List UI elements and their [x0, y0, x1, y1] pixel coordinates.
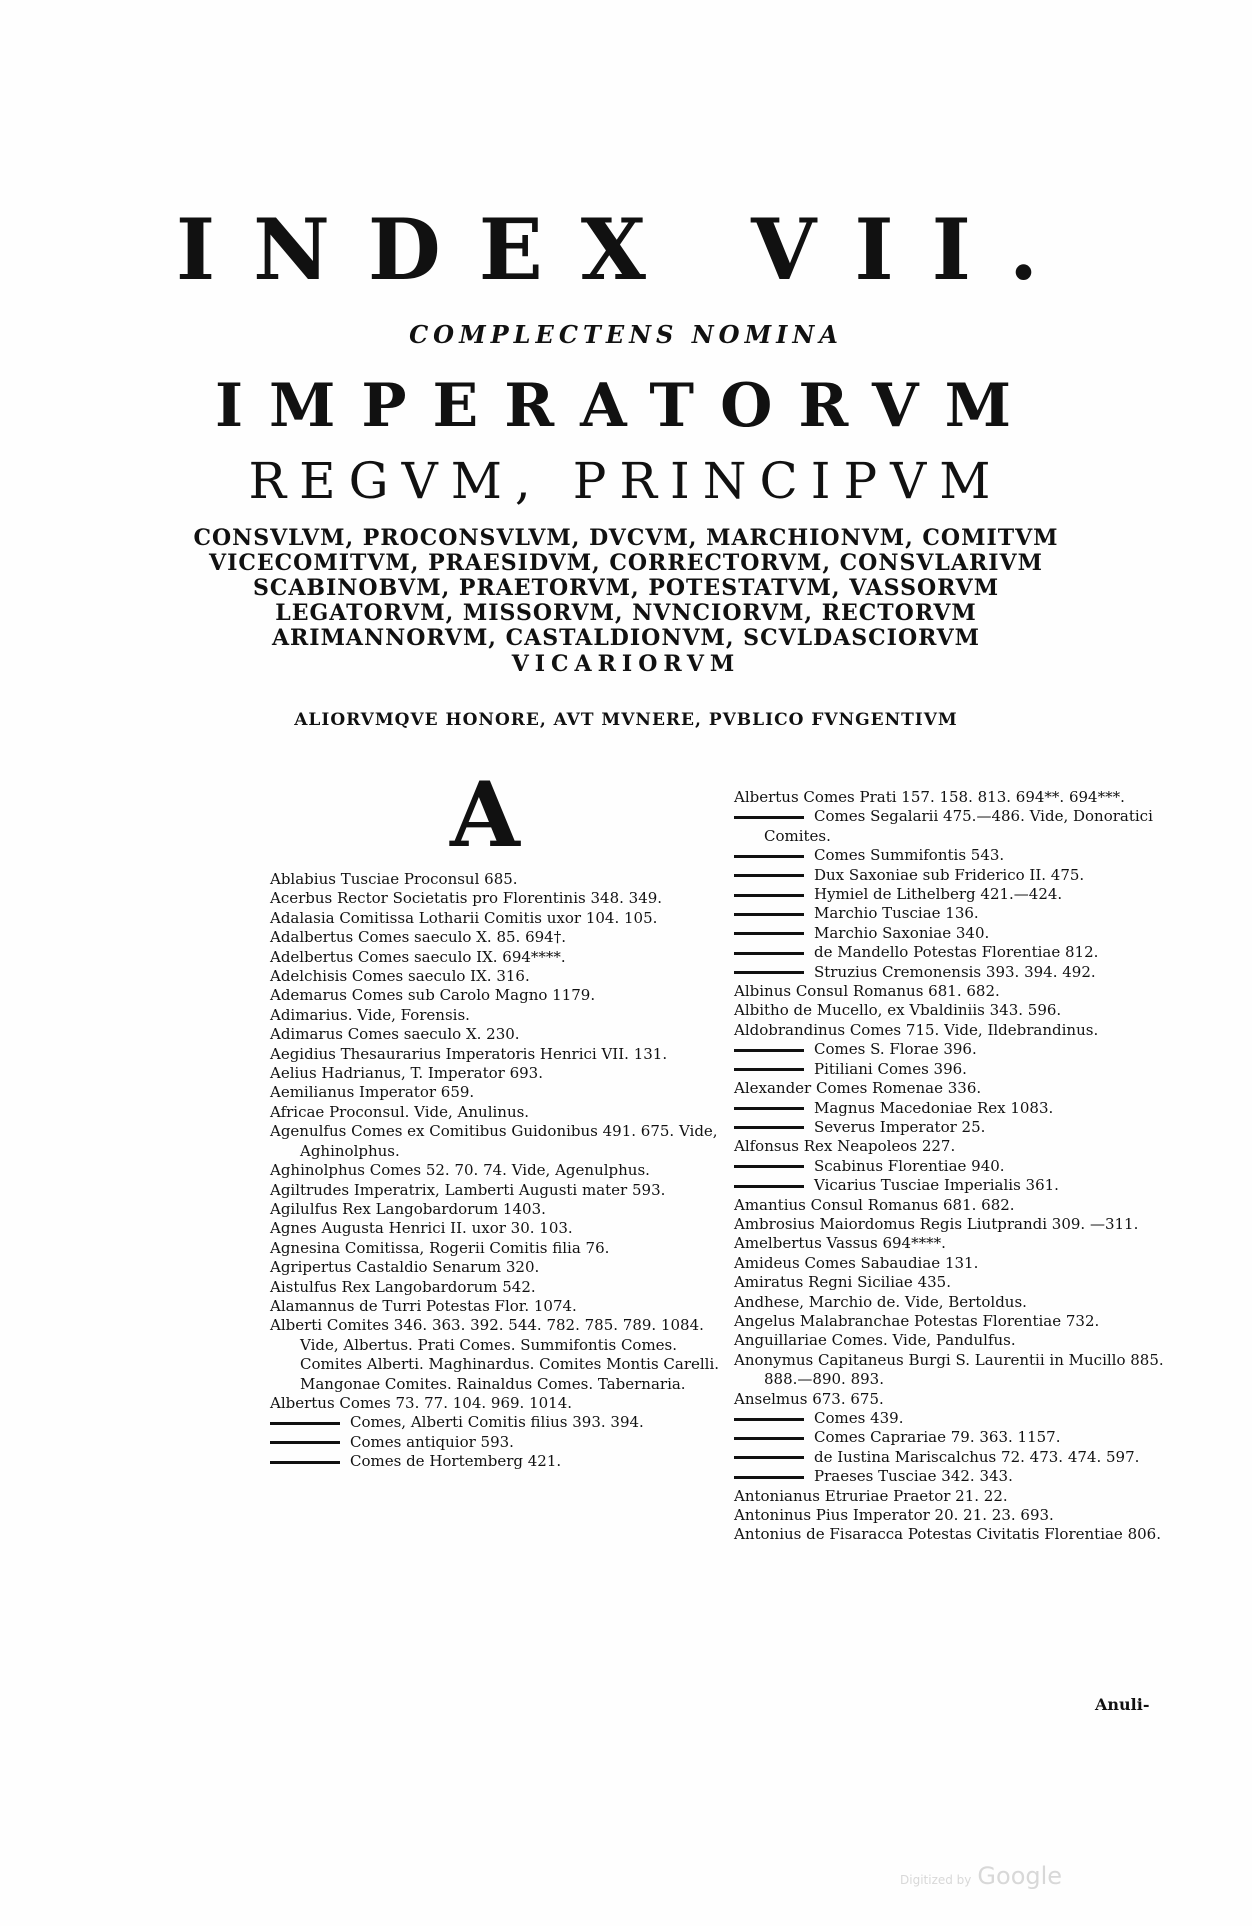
- ditto-rule: [270, 1422, 340, 1425]
- index-entry-text: Albertus Comes 73. 77. 104. 969. 1014.: [270, 1393, 573, 1412]
- index-entry-text: Comes antiquior 593.: [350, 1432, 514, 1451]
- index-title: INDEX VII.: [175, 200, 1077, 299]
- index-entry: [734, 788, 1174, 807]
- index-entry-text: Ambrosius Maiordomus Regis Liutprandi 309. —311.: [734, 1214, 1139, 1233]
- index-entry: [734, 1428, 1174, 1447]
- index-entry-text: Albitho de Mucello, ex Vbaldiniis 343. 596.: [734, 1001, 1062, 1020]
- index-entry: [270, 1413, 725, 1432]
- index-entry-text: Magnus Macedoniae Rex 1083.: [814, 1098, 1054, 1117]
- index-entry: [270, 1025, 725, 1044]
- index-entry: [734, 943, 1174, 962]
- google-watermark: [900, 1862, 1062, 1890]
- index-entry-text: Agnes Augusta Henrici II. uxor 30. 103.: [270, 1219, 573, 1238]
- index-entry: [734, 963, 1174, 982]
- index-entry-text: Albertus Comes Prati 157. 158. 813. 694**. 694***.: [734, 788, 1125, 806]
- index-entry: [734, 1099, 1174, 1118]
- index-entry: [734, 1467, 1174, 1486]
- index-entry: [734, 807, 1174, 846]
- index-entry-text: Acerbus Rector Societatis pro Florentinis 348. 349.: [270, 889, 663, 908]
- index-entry: [734, 1351, 1174, 1390]
- index-entry: [734, 924, 1174, 943]
- index-entry: [734, 1234, 1174, 1253]
- index-entry: [734, 1409, 1174, 1428]
- index-entry: [734, 1254, 1174, 1273]
- index-entry: [734, 1506, 1174, 1525]
- heading-line: VICARIORVM: [511, 651, 741, 677]
- ditto-rule: [734, 1456, 804, 1459]
- index-column-left: [270, 870, 725, 1472]
- index-entry-text: Marchio Saxoniae 340.: [814, 923, 990, 942]
- index-entry: [270, 1278, 725, 1297]
- ditto-rule: [734, 1107, 804, 1110]
- index-entry-text: Severus Imperator 25.: [814, 1117, 986, 1136]
- index-entry: [270, 1297, 725, 1316]
- heading-regum-principum: REGVM, PRINCIPVM: [248, 452, 1004, 510]
- ditto-rule: [734, 855, 804, 858]
- index-entry-text: Agenulfus Comes ex Comitibus Guidonibus 491. 675. Vide, Aghinolphus.: [270, 1122, 718, 1160]
- index-entry: [734, 1157, 1174, 1176]
- index-entry: [734, 1331, 1174, 1350]
- ditto-rule: [734, 1049, 804, 1052]
- ditto-rule: [270, 1461, 340, 1464]
- watermark-brand: Google: [977, 1862, 1063, 1890]
- index-entry-text: Aemilianus Imperator 659.: [270, 1083, 475, 1102]
- index-entry-text: Scabinus Florentiae 940.: [814, 1156, 1005, 1175]
- index-entry-text: Africae Proconsul. Vide, Anulinus.: [270, 1102, 530, 1121]
- index-entry: [734, 1390, 1174, 1409]
- ditto-rule: [734, 874, 804, 877]
- index-entry: [734, 1312, 1174, 1331]
- index-entry: [270, 1181, 725, 1200]
- index-entry-text: Adimarus Comes saeculo X. 230.: [270, 1025, 520, 1044]
- index-entry: [270, 1219, 725, 1238]
- index-entry-text: Antonianus Etruriae Praetor 21. 22.: [734, 1486, 1008, 1505]
- heading-line: SCABINOBVM, PRAETORVM, POTESTATVM, VASSORVM: [252, 575, 1000, 601]
- ditto-rule: [734, 952, 804, 955]
- index-entry-text: Amiratus Regni Siciliae 435.: [734, 1273, 951, 1292]
- index-entry-text: Adalbertus Comes saeculo X. 85. 694†.: [270, 928, 566, 947]
- catchword: Anuli-: [1095, 1695, 1150, 1714]
- heading-line: LEGATORVM, MISSORVM, NVNCIORVM, RECTORVM: [275, 600, 977, 626]
- heading-line: VICECOMITVM, PRAESIDVM, CORRECTORVM, CONSVLARIVM: [209, 550, 1043, 576]
- index-entry-text: Adalasia Comitissa Lotharii Comitis uxor 104. 105.: [270, 908, 658, 927]
- ditto-rule: [734, 932, 804, 935]
- index-entry-text: Comes, Alberti Comitis filius 393. 394.: [350, 1413, 644, 1432]
- index-entry-text: Pitiliani Comes 396.: [814, 1059, 967, 1078]
- ditto-rule: [270, 1441, 340, 1444]
- index-entry: [734, 1215, 1174, 1234]
- section-letter: A: [450, 762, 520, 868]
- index-entry: [270, 1103, 725, 1122]
- index-entry: [270, 1083, 725, 1102]
- index-entry: [270, 1006, 725, 1025]
- index-entry-text: Comes 439.: [814, 1409, 904, 1427]
- index-entry: [734, 1079, 1174, 1098]
- index-entry: [734, 1273, 1174, 1292]
- index-entry: [734, 982, 1174, 1001]
- index-entry-text: Agripertus Castaldio Senarum 320.: [270, 1258, 540, 1277]
- index-entry-text: Comes S. Florae 396.: [814, 1040, 977, 1059]
- index-entry: [270, 1433, 725, 1452]
- index-entry: [734, 1001, 1174, 1020]
- index-entry: [270, 870, 725, 889]
- index-entry: [734, 1021, 1174, 1040]
- index-entry: [270, 1064, 725, 1083]
- index-entry: [270, 1394, 725, 1413]
- index-entry: [270, 889, 725, 908]
- index-entry-text: Amideus Comes Sabaudiae 131.: [734, 1253, 979, 1272]
- index-entry-text: Aelius Hadrianus, T. Imperator 693.: [270, 1064, 543, 1083]
- index-entry-text: Anselmus 673. 675.: [734, 1389, 884, 1408]
- ditto-rule: [734, 1185, 804, 1188]
- ditto-rule: [734, 913, 804, 916]
- index-entry-text: Dux Saxoniae sub Friderico II. 475.: [814, 865, 1085, 884]
- index-entry: [734, 866, 1174, 885]
- index-entry-text: Aistulfus Rex Langobardorum 542.: [270, 1277, 536, 1296]
- index-entry-text: Agilulfus Rex Langobardorum 1403.: [270, 1199, 546, 1218]
- index-entry: [734, 1196, 1174, 1215]
- index-entry-text: Comes Caprariae 79. 363. 1157.: [814, 1428, 1061, 1447]
- index-entry: [734, 1176, 1174, 1195]
- index-entry: [734, 1448, 1174, 1467]
- ditto-rule: [734, 971, 804, 974]
- index-entry-text: Antonius de Fisaracca Potestas Civitatis Florentiae 806.: [734, 1525, 1161, 1544]
- index-entry: [734, 1040, 1174, 1059]
- index-entry: [270, 1258, 725, 1277]
- index-entry: [270, 928, 725, 947]
- index-entry-text: Aghinolphus Comes 52. 70. 74. Vide, Agenulphus.: [270, 1161, 650, 1180]
- index-entry-text: Albinus Consul Romanus 681. 682.: [734, 982, 1000, 1001]
- index-entry-text: Aldobrandinus Comes 715. Vide, Ildebrandinus.: [734, 1020, 1099, 1039]
- index-entry-text: Ademarus Comes sub Carolo Magno 1179.: [270, 986, 596, 1005]
- index-entry-text: Aegidius Thesaurarius Imperatoris Henrici VII. 131.: [270, 1044, 668, 1063]
- index-entry: [734, 1525, 1174, 1544]
- ditto-rule: [734, 1476, 804, 1479]
- index-entry-text: Agnesina Comitissa, Rogerii Comitis filia 76.: [270, 1238, 610, 1257]
- index-entry-text: Anguillariae Comes. Vide, Pandulfus.: [734, 1331, 1016, 1350]
- ditto-rule: [734, 1437, 804, 1440]
- index-entry-text: Anonymus Capitaneus Burgi S. Laurentii in Mucillo 885. 888.—890. 893.: [734, 1350, 1164, 1389]
- index-entry-text: Comes Segalarii 475.—486. Vide, Donoratici Comites.: [764, 807, 1153, 845]
- index-column-right: [734, 788, 1174, 1545]
- index-entry: [734, 885, 1174, 904]
- watermark-prefix: Digitized by: [900, 1873, 972, 1887]
- index-entry: [734, 1293, 1174, 1312]
- heading-line: CONSVLVM, PROCONSVLVM, DVCVM, MARCHIONVM, COMITVM: [193, 525, 1059, 551]
- index-entry: [734, 1118, 1174, 1137]
- index-entry: [270, 1452, 725, 1471]
- index-entry: [270, 909, 725, 928]
- index-entry: [270, 1316, 725, 1394]
- index-entry: [734, 904, 1174, 923]
- subtitle-complectens: COMPLECTENS NOMINA: [409, 320, 843, 349]
- index-entry: [270, 1200, 725, 1219]
- ditto-rule: [734, 1068, 804, 1071]
- index-entry-text: Comes Summifontis 543.: [814, 846, 1005, 865]
- index-entry-text: de Iustina Mariscalchus 72. 473. 474. 597.: [814, 1447, 1140, 1466]
- ditto-rule: [734, 1418, 804, 1421]
- index-entry-text: Andhese, Marchio de. Vide, Bertoldus.: [734, 1292, 1027, 1311]
- index-entry: [734, 1487, 1174, 1506]
- heading-aliorum: ALIORVMQVE HONORE, AVT MVNERE, PVBLICO FVNGENTIVM: [294, 710, 958, 730]
- index-entry-text: Adimarius. Vide, Forensis.: [270, 1005, 470, 1024]
- index-entry-text: Amelbertus Vassus 694****.: [734, 1234, 946, 1253]
- index-entry-text: Praeses Tusciae 342. 343.: [814, 1467, 1013, 1486]
- index-entry-text: Alamannus de Turri Potestas Flor. 1074.: [270, 1296, 577, 1315]
- index-entry: [270, 1161, 725, 1180]
- index-entry-text: Alberti Comites 346. 363. 392. 544. 782. 785. 789. 1084. Vide, Albertus. Prati Comes. Summifontis Comes. Comites Alberti. Maghinardus. Comites Montis Carelli. Mangonae Comites. Rainaldus Comes. Tabernaria.: [270, 1316, 720, 1393]
- index-entry-text: Adelbertus Comes saeculo IX. 694****.: [270, 947, 566, 966]
- ditto-rule: [734, 894, 804, 897]
- heading-line: ARIMANNORVM, CASTALDIONVM, SCVLDASCIORVM: [271, 625, 981, 651]
- index-entry: [270, 948, 725, 967]
- index-entry: [734, 846, 1174, 865]
- index-entry: [270, 1122, 725, 1161]
- index-entry-text: Angelus Malabranchae Potestas Florentiae 732.: [734, 1311, 1100, 1330]
- index-entry: [734, 1060, 1174, 1079]
- index-entry-text: Comes de Hortemberg 421.: [350, 1452, 562, 1471]
- ditto-rule: [734, 1126, 804, 1129]
- index-entry: [270, 986, 725, 1005]
- index-entry: [734, 1137, 1174, 1156]
- index-entry-text: Marchio Tusciae 136.: [814, 904, 979, 923]
- ditto-rule: [734, 816, 804, 819]
- index-entry-text: Amantius Consul Romanus 681. 682.: [734, 1195, 1015, 1214]
- index-entry-text: Agiltrudes Imperatrix, Lamberti Augusti mater 593.: [270, 1180, 666, 1199]
- index-entry-text: Alfonsus Rex Neapoleos 227.: [734, 1137, 956, 1156]
- index-entry: [270, 1045, 725, 1064]
- index-entry: [270, 967, 725, 986]
- ditto-rule: [734, 1165, 804, 1168]
- index-entry-text: Antoninus Pius Imperator 20. 21. 23. 693.: [734, 1506, 1054, 1525]
- index-entry: [270, 1239, 725, 1258]
- index-entry-text: Vicarius Tusciae Imperialis 361.: [814, 1176, 1059, 1195]
- index-entry-text: Hymiel de Lithelberg 421.—424.: [814, 885, 1063, 904]
- heading-imperatorum: IMPERATORVM: [214, 371, 1038, 441]
- index-entry-text: de Mandello Potestas Florentiae 812.: [814, 943, 1099, 962]
- index-entry-text: Adelchisis Comes saeculo IX. 316.: [270, 967, 530, 986]
- index-entry-text: Struzius Cremonensis 393. 394. 492.: [814, 962, 1096, 981]
- index-entry-text: Alexander Comes Romenae 336.: [734, 1079, 982, 1098]
- index-entry-text: Ablabius Tusciae Proconsul 685.: [270, 870, 518, 888]
